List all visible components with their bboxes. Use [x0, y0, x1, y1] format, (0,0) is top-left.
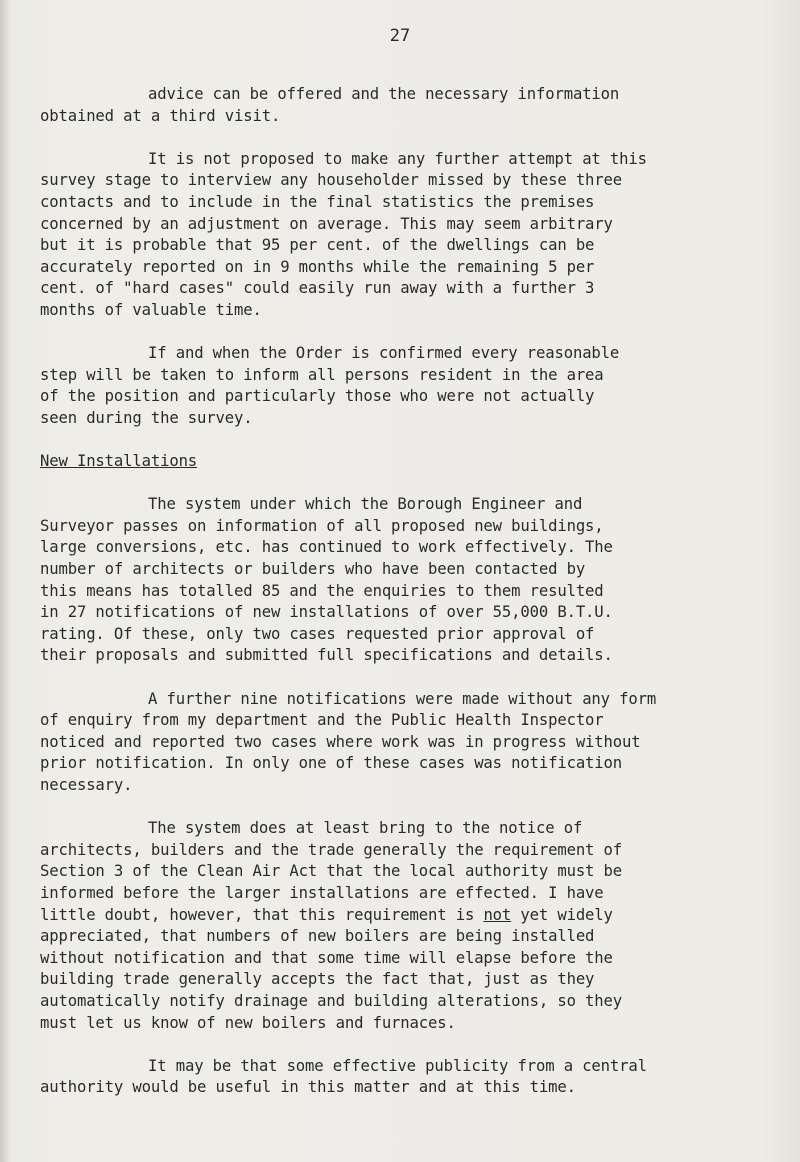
text-line: number of architects or builders who have been contacted by [40, 560, 586, 579]
text-line: advice can be offered and the necessary information [148, 85, 620, 103]
text-line: in 27 notifications of new installations of over 55,000 B.T.U. [40, 603, 613, 622]
text-line: of enquiry from my department and the Public Health Inspector [40, 711, 604, 730]
text-line: If and when the Order is confirmed every reasonable [148, 344, 620, 363]
text-line: their proposals and submitted full specifications and details. [40, 646, 613, 665]
text-line: cent. of "hard cases" could easily run away with a further 3 [40, 279, 595, 298]
text-fragment: yet widely [511, 905, 613, 924]
text-line: building trade generally accepts the fact that, just as they [40, 970, 595, 989]
text-line: of the position and particularly those who were not actually [40, 387, 595, 406]
paragraph-advice [40, 84, 730, 127]
underlined-word: not [483, 905, 512, 924]
section-heading: New Installations [40, 452, 198, 471]
text-line: A further nine notifications were made without any form [148, 689, 657, 708]
paragraph-system-notice [40, 818, 730, 1034]
text-line: informed before the larger installations are effected. I have [40, 883, 604, 902]
page-edge-shadow [0, 0, 10, 1162]
text-line: but it is probable that 95 per cent. of the dwellings can be [40, 236, 595, 255]
text-line: must let us know of new boilers and furnaces. [40, 1013, 456, 1032]
text-line: step will be taken to inform all persons resident in the area [40, 365, 604, 384]
paragraph-order-confirmed [40, 343, 730, 429]
text-line: months of valuable time. [40, 300, 262, 319]
paragraph-survey-stage [40, 149, 730, 322]
text-line: seen during the survey. [40, 408, 253, 427]
text-line: survey stage to interview any householder missed by these three [40, 171, 623, 190]
text-line [40, 905, 730, 927]
paragraph-further-nine [40, 689, 730, 797]
text-line: It may be that some effective publicity from a central [148, 1056, 647, 1075]
text-line: rating. Of these, only two cases requested prior approval of [40, 624, 595, 643]
text-line: The system under which the Borough Engineer and [148, 495, 583, 514]
text-line: necessary. [40, 776, 133, 794]
paragraph-publicity [40, 1056, 730, 1099]
text-line: this means has totalled 85 and the enquiries to them resulted [40, 581, 604, 600]
text-line: accurately reported on in 9 months while the remaining 5 per [40, 257, 595, 276]
text-fragment: little doubt, however, that this requirement is [40, 905, 484, 924]
paragraph-system-borough-engineer [40, 494, 730, 667]
text-line: It is not proposed to make any further attempt at this [148, 149, 647, 168]
text-line: Surveyor passes on information of all proposed new buildings, [40, 516, 604, 535]
text-line: contacts and to include in the final statistics the premises [40, 192, 595, 211]
text-line: large conversions, etc. has continued to work effectively. The [40, 538, 613, 557]
text-line: obtained at a third visit. [40, 106, 281, 125]
text-line: without notification and that some time will elapse before the [40, 948, 613, 967]
page-number: 27 [389, 26, 411, 46]
text-line: architects, builders and the trade generally the requirement of [40, 840, 623, 859]
text-line: appreciated, that numbers of new boilers are being installed [40, 927, 595, 946]
text-line: automatically notify drainage and building alterations, so they [40, 991, 623, 1010]
document-body [40, 84, 730, 1121]
text-line: prior notification. In only one of these cases was notification [40, 754, 623, 773]
text-line: The system does at least bring to the notice of [148, 819, 583, 838]
text-line: Section 3 of the Clean Air Act that the local authority must be [40, 862, 623, 881]
text-line: authority would be useful in this matter and at this time. [40, 1078, 576, 1097]
text-line: noticed and reported two cases where work was in progress without [40, 732, 641, 751]
text-line: concerned by an adjustment on average. This may seem arbitrary [40, 214, 613, 233]
